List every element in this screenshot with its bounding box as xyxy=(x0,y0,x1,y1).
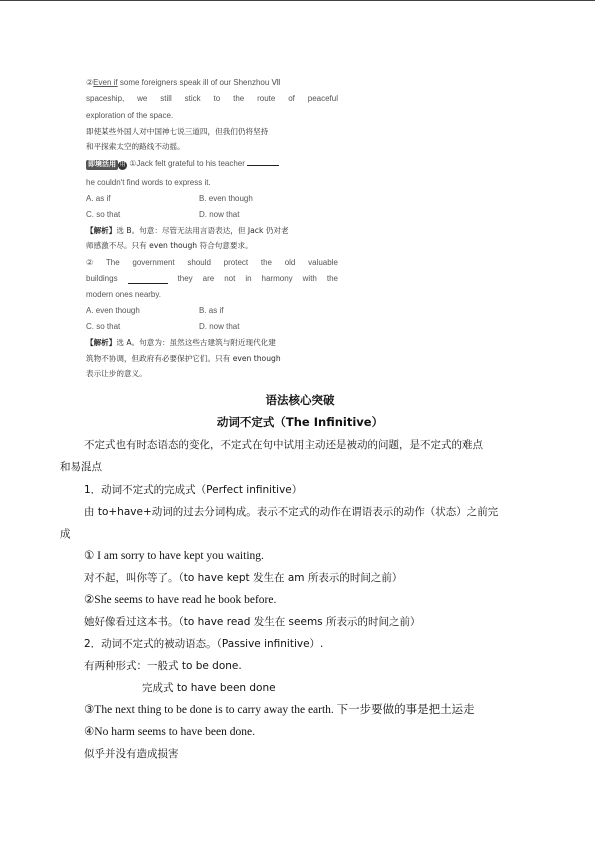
example-2-en: ②She seems to have read he book before. xyxy=(84,594,277,606)
option-d: D. now that xyxy=(199,210,240,219)
word: peaceful xyxy=(307,94,338,103)
page-top-rule xyxy=(0,0,595,1)
q2-line2: buildings they are not in harmony with the xyxy=(86,274,338,283)
example-2-cn: 她好像看过这本书。（to have read 发生在 seems 所表示的时间之前） xyxy=(84,616,421,628)
word: we xyxy=(137,94,148,103)
example-4-en: ④No harm seems to have been done. xyxy=(84,726,255,738)
scan-ex2-cn1: 即使某些外国人对中国神七说三道四，但我们仍将坚持 xyxy=(86,127,269,136)
q1-stem: ①Jack felt grateful to his teacher xyxy=(129,159,245,168)
heading-passive-infinitive: 2．动词不定式的被动语态。（Passive infinitive）. xyxy=(84,638,324,650)
word: spaceship, xyxy=(86,94,125,103)
definition-line-1: 由 to+have+动词的过去分词构成。表示不定式的动作在谓语表示的动作（状态）之前完 xyxy=(84,506,499,518)
scan-ex2-line2 xyxy=(86,94,338,104)
q2-line3: modern ones nearby. xyxy=(86,290,162,299)
word: stick xyxy=(184,94,201,103)
word: of xyxy=(288,94,295,103)
example-1-cn: 对不起，叫你等了。（to have kept 发生在 am 所表示的时间之前） xyxy=(84,572,403,584)
sub-title: 动词不定式（The Infinitive） xyxy=(216,415,384,429)
circled-number: ② xyxy=(86,78,94,87)
scan-ex2-line1 xyxy=(86,78,338,88)
q1-explanation-1: 【解析】选 B。句意：尽管无法用言语表达，但 Jack 仍对老 xyxy=(86,226,289,235)
scan-ex2-line3: exploration of the space. xyxy=(86,111,174,120)
word: the xyxy=(233,94,245,103)
forms-line-1: 有两种形式：一般式 to be done. xyxy=(84,660,242,672)
practice-label: 即境活用 xyxy=(88,161,116,168)
word: route xyxy=(257,94,276,103)
option-c: C. so that xyxy=(86,210,121,219)
q1-line2: he couldn't find words to express it. xyxy=(86,178,211,187)
explanation-label: 【解析】 xyxy=(86,226,117,235)
answer-blank xyxy=(247,165,279,166)
forms-line-2: 完成式 to have been done xyxy=(142,682,276,694)
example-1-en: ① I am sorry to have kept you waiting. xyxy=(84,550,264,562)
explanation-label: 【解析】 xyxy=(86,338,117,347)
section-title: 语法核心突破 xyxy=(265,393,335,407)
definition-line-2: 成 xyxy=(60,528,71,540)
scan-ex2-cn2: 和平探索太空的路线不动摇。 xyxy=(86,142,185,151)
intro-line-1: 不定式也有时态语态的变化，不定式在句中试用主动还是被动的问题，是不定式的难点 xyxy=(84,439,483,451)
q2-line1: ② The government should protect the old valuable xyxy=(86,258,338,267)
practice-icon: 用 xyxy=(119,162,126,168)
option-d: D. now that xyxy=(199,322,240,331)
word: to xyxy=(213,94,221,103)
example-4-cn: 似乎并没有造成损害 xyxy=(84,748,179,760)
scan-text: some foreigners speak ill of our Shenzhou Ⅶ xyxy=(119,78,281,87)
option-c: C. so that xyxy=(86,322,121,331)
q1-explanation-2: 师感激不尽。只有 even though 符合句意要求。 xyxy=(86,241,253,250)
option-a: A. even though xyxy=(86,306,140,315)
heading-perfect-infinitive: 1．动词不定式的完成式（Perfect infinitive） xyxy=(84,484,303,496)
example-3: ③The next thing to be done is to carry away the earth. 下一步要做的事是把土运走 xyxy=(84,704,475,716)
underlined-phrase: Even if xyxy=(93,78,118,87)
q2-explanation-3: 表示让步的意义。 xyxy=(86,369,147,378)
option-b: B. as if xyxy=(199,306,224,315)
option-a: A. as if xyxy=(86,194,111,203)
answer-blank xyxy=(128,274,168,284)
practice-heading xyxy=(86,159,338,170)
option-b: B. even though xyxy=(199,194,253,203)
q2-explanation-2: 筑物不协调，但政府有必要保护它们。只有 even though xyxy=(86,354,281,363)
q2-explanation-1: 【解析】选 A。句意为：虽然这些古建筑与附近现代化建 xyxy=(86,338,276,347)
intro-line-2: 和易混点 xyxy=(60,461,102,473)
word: still xyxy=(160,94,172,103)
